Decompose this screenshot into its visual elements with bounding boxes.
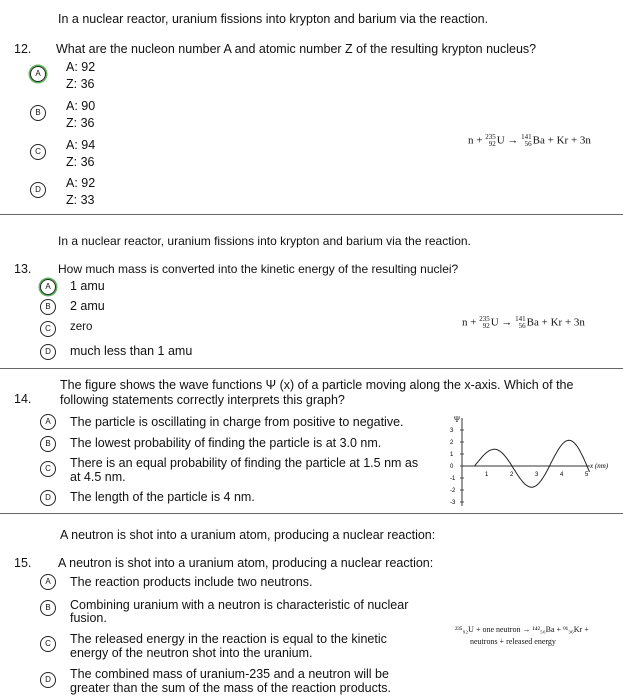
q12-reaction: n + 235 92U → 141 56Ba + Kr + 3n (468, 133, 591, 148)
q12-option-c-atomic: Z: 36 (66, 155, 95, 169)
q12-option-d-radio[interactable]: D (30, 182, 46, 198)
q14-option-a-text: The particle is oscillating in charge from positive to negative. (70, 415, 404, 429)
q13-number: 13. (14, 262, 32, 276)
q14-number: 14. (14, 392, 32, 406)
graph-x-tick-label: 5 (585, 472, 589, 478)
q15-option-d-text-line1: The combined mass of uranium-235 and a neutron will be (70, 667, 389, 681)
q15-heading: A neutron is shot into a uranium atom, producing a nuclear reaction: (60, 528, 436, 542)
q14-option-c-text-line1: There is an equal probability of finding the particle at 1.5 nm as (70, 456, 419, 470)
q12-option-c-nucleon: A: 94 (66, 138, 96, 152)
q13-option-b-text: 2 amu (70, 299, 105, 313)
q12-option-a-radio[interactable]: A (30, 66, 46, 82)
graph-y-tick-label: -3 (450, 500, 456, 506)
graph-x-tick-label: 1 (485, 472, 489, 478)
q14-option-c-text-line2: at 4.5 nm. (70, 470, 126, 484)
q15-option-c-radio[interactable]: C (40, 636, 56, 652)
q13-reaction: n + 235 92U → 141 56Ba + Kr + 3n (462, 315, 585, 330)
divider-q14-q15 (0, 513, 623, 514)
graph-y-label: Ψ (454, 415, 460, 424)
graph-y-tick-label: 1 (450, 452, 454, 458)
graph-y-tick-label: -1 (450, 476, 456, 482)
q15-option-d-radio[interactable]: D (40, 672, 56, 688)
graph-y-tick-label: -2 (450, 488, 456, 494)
q12-option-d-atomic: Z: 33 (66, 193, 95, 207)
q13-option-d-radio[interactable]: D (40, 344, 56, 360)
q14-option-c-radio[interactable]: C (40, 461, 56, 477)
graph-x-tick-label: 4 (560, 472, 564, 478)
q14-option-d-radio[interactable]: D (40, 490, 56, 506)
q15-option-d-text-line2: greater than the sum of the mass of the reaction products. (70, 681, 392, 695)
q15-option-a-radio[interactable]: A (40, 574, 56, 590)
q15-number: 15. (14, 556, 32, 570)
q13-option-c-text: zero (70, 321, 93, 333)
q13-option-a-radio[interactable]: A (40, 279, 56, 295)
q12-option-c-radio[interactable]: C (30, 144, 46, 160)
q14-question-line1: The figure shows the wave functions Ψ (x) of a particle moving along the x-axis. Which of the (60, 378, 574, 392)
q15-option-b-radio[interactable]: B (40, 600, 56, 616)
graph-y-tick-label: 0 (450, 464, 454, 470)
q15-reaction-line2: neutrons + released energy (470, 637, 556, 646)
q13-option-a-text: 1 amu (70, 279, 105, 293)
wave-function-graph (440, 412, 620, 512)
divider-q13-q14 (0, 368, 623, 369)
q12-option-b-atomic: Z: 36 (66, 116, 95, 130)
q14-option-b-text: The lowest probability of finding the particle is at 3.0 nm. (70, 436, 382, 450)
q12-option-b-nucleon: A: 90 (66, 99, 96, 113)
q12-option-b-radio[interactable]: B (30, 105, 46, 121)
divider-q12-q13 (0, 214, 623, 215)
graph-y-tick-label: 2 (450, 440, 454, 446)
q13-option-c-radio[interactable]: C (40, 321, 56, 337)
graph-x-tick-label: 3 (535, 472, 539, 478)
q12-intro: In a nuclear reactor, uranium fissions into krypton and barium via the reaction. (58, 12, 489, 26)
q13-question: How much mass is converted into the kinetic energy of the resulting nuclei? (58, 262, 459, 276)
q15-option-c-text-line2: energy of the neutron shot into the uranium. (70, 646, 313, 660)
q15-option-b-text-line2: fusion. (70, 611, 107, 625)
q13-intro: In a nuclear reactor, uranium fissions into krypton and barium via the reaction. (58, 234, 471, 248)
q15-option-a-text: The reaction products include two neutrons. (70, 575, 313, 589)
q12-number: 12. (14, 42, 32, 56)
q15-option-c-text-line1: The released energy in the reaction is equal to the kinetic (70, 632, 387, 646)
graph-x-label: x (nm) (590, 462, 609, 470)
q14-option-b-radio[interactable]: B (40, 436, 56, 452)
q12-option-a-nucleon: A: 92 (66, 60, 96, 74)
graph-y-tick-label: 3 (450, 428, 454, 434)
q12-option-d-nucleon: A: 92 (66, 176, 96, 190)
q14-option-a-radio[interactable]: A (40, 414, 56, 430)
graph-x-tick-label: 2 (510, 472, 514, 478)
q14-option-d-text: The length of the particle is 4 nm. (70, 490, 255, 504)
q15-question: A neutron is shot into a uranium atom, producing a nuclear reaction: (58, 556, 434, 570)
q13-option-d-text: much less than 1 amu (70, 344, 193, 358)
q15-reaction-line1: ²³⁵₉₂U + one neutron → ¹⁴²₅₆Ba + ⁹¹₃₆Kr + (455, 625, 589, 634)
q15-option-b-text-line1: Combining uranium with a neutron is characteristic of nuclear (70, 598, 409, 612)
q12-option-a-atomic: Z: 36 (66, 77, 95, 91)
q14-question-line2: following statements correctly interprets this graph? (60, 393, 345, 407)
q12-question: What are the nucleon number A and atomic number Z of the resulting krypton nucleus? (56, 42, 537, 56)
wave-function-curve (475, 440, 590, 487)
q13-option-b-radio[interactable]: B (40, 299, 56, 315)
